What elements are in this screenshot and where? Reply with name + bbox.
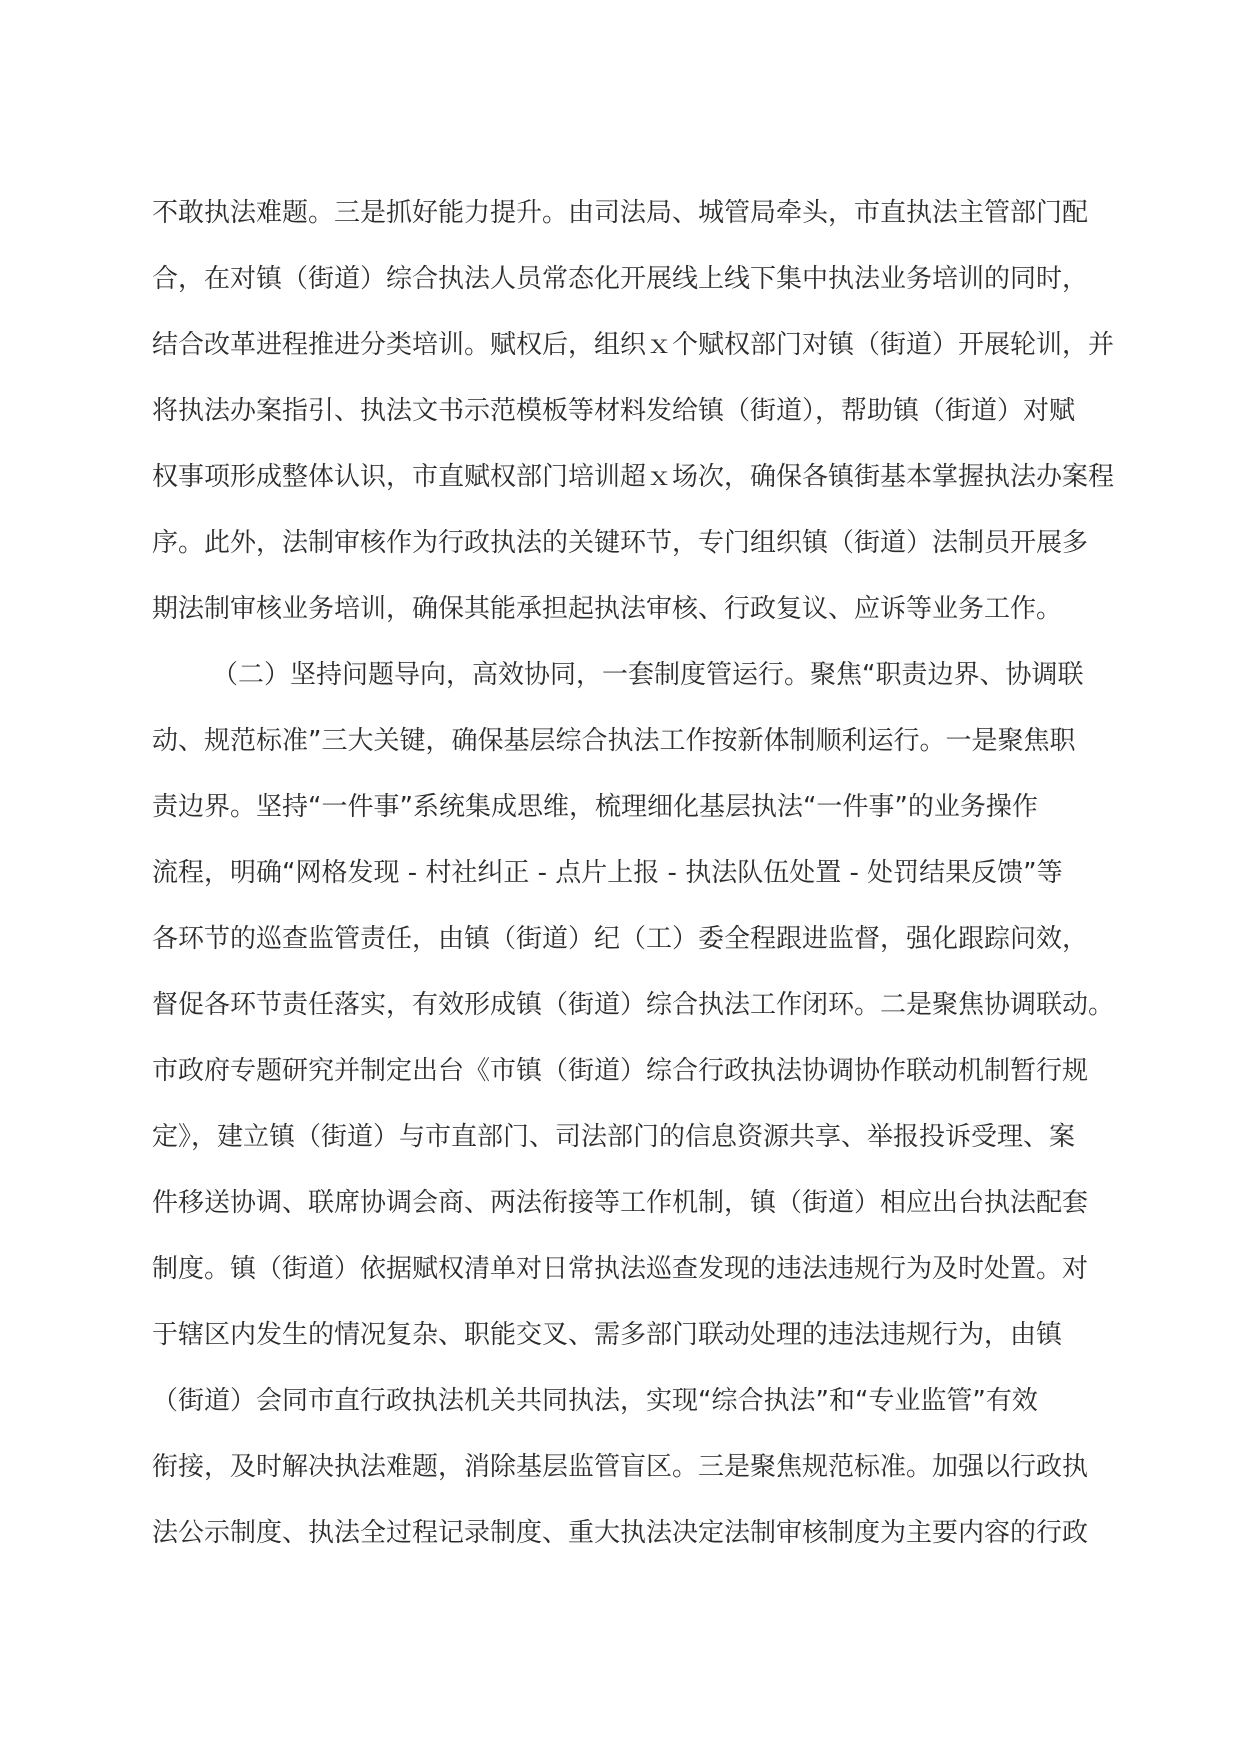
text-line: 期法制审核业务培训，确保其能承担起执法审核、行政复议、应诉等业务工作。 xyxy=(152,594,1063,624)
text-line: 动、规范标准”三大关键，确保基层综合执法工作按新体制顺利运行。一是聚焦职 xyxy=(152,726,1076,756)
text-line: 制度。镇（街道）依据赋权清单对日常执法巡查发现的违法违规行为及时处置。对 xyxy=(152,1254,1089,1284)
paragraph-heading-line: （二）坚持问题导向，高效协同，一套制度管运行。聚焦“职责边界、协调联 xyxy=(212,660,1084,690)
document-body xyxy=(152,180,1115,1566)
text-line: 结合改革进程推进分类培训。赋权后，组织ｘ个赋权部门对镇（街道）开展轮训，并 xyxy=(152,330,1115,360)
text-line: 将执法办案指引、执法文书示范模板等材料发给镇（街道），帮助镇（街道）对赋 xyxy=(152,396,1076,426)
text-line: 于辖区内发生的情况复杂、职能交叉、需多部门联动处理的违法违规行为，由镇 xyxy=(152,1320,1063,1350)
text-line: 各环节的巡查监管责任，由镇（街道）纪（工）委全程跟进监督，强化跟踪问效， xyxy=(152,924,1089,954)
text-line: 权事项形成整体认识，市直赋权部门培训超ｘ场次，确保各镇街基本掌握执法办案程 xyxy=(152,462,1115,492)
text-line: 序。此外，法制审核作为行政执法的关键环节，专门组织镇（街道）法制员开展多 xyxy=(152,528,1089,558)
text-line: 衔接，及时解决执法难题，消除基层监管盲区。三是聚焦规范标准。加强以行政执 xyxy=(152,1452,1089,1482)
text-line: 合，在对镇（街道）综合执法人员常态化开展线上线下集中执法业务培训的同时， xyxy=(152,264,1089,294)
text-line: 法公示制度、执法全过程记录制度、重大执法决定法制审核制度为主要内容的行政 xyxy=(152,1518,1089,1548)
text-line: 不敢执法难题。三是抓好能力提升。由司法局、城管局牵头，市直执法主管部门配 xyxy=(152,198,1089,228)
text-line: 督促各环节责任落实，有效形成镇（街道）综合执法工作闭环。二是聚焦协调联动。 xyxy=(152,990,1115,1020)
text-line: 市政府专题研究并制定出台《市镇（街道）综合行政执法协调协作联动机制暂行规 xyxy=(152,1056,1089,1086)
text-line: 流程，明确“网格发现 - 村社纠正 - 点片上报 - 执法队伍处置 - 处罚结果反馈”等 xyxy=(152,858,1063,888)
text-line: 件移送协调、联席协调会商、两法衔接等工作机制，镇（街道）相应出台执法配套 xyxy=(152,1188,1089,1218)
text-line: 责边界。坚持“一件事”系统集成思维，梳理细化基层执法“一件事”的业务操作 xyxy=(152,792,1038,822)
text-line: （街道）会同市直行政执法机关共同执法，实现“综合执法”和“专业监管”有效 xyxy=(152,1386,1038,1416)
text-line: 定》，建立镇（街道）与市直部门、司法部门的信息资源共享、举报投诉受理、案 xyxy=(152,1122,1076,1152)
